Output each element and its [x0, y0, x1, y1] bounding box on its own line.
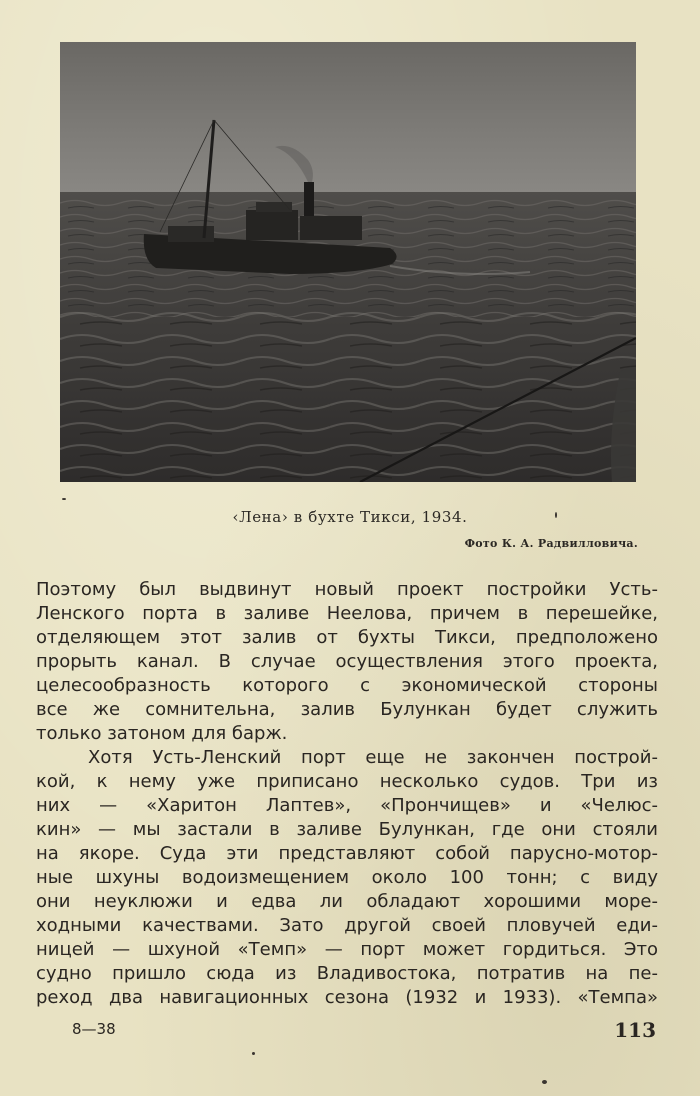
text-line: прорыть канал. В случае осуществления этого проекта, — [36, 651, 658, 672]
text-line: кин» — мы застали в заливе Булункан, где они стояли — [36, 819, 658, 840]
figure-caption: ‹Лена› в бухте Тикси, 1934. — [232, 508, 468, 526]
text-line: они неуклюжи и едва ли обладают хорошими море- — [36, 891, 658, 912]
text-line: Хотя Усть-Ленский порт еще не закончен построй- — [88, 747, 658, 768]
text-line: ходными качествами. Зато другой своей пловучей еди- — [36, 915, 658, 936]
text-line: отделяющем этот залив от бухты Тикси, предположено — [36, 627, 658, 648]
text-line: Поэтому был выдвинут новый проект постройки Усть- — [36, 579, 658, 600]
ship-photograph — [60, 42, 636, 482]
text-line: ницей — шхуной «Темп» — порт может гордиться. Это — [36, 939, 658, 960]
print-speck — [252, 1052, 255, 1055]
printer-signature: 8—38 — [72, 1020, 116, 1038]
text-line: реход два навигационных сезона (1932 и 1933). «Темпа» — [36, 987, 658, 1008]
text-line: на якоре. Суда эти представляют собой парусно-мотор- — [36, 843, 658, 864]
text-line: только затоном для барж. — [36, 723, 288, 744]
text-line: судно пришло сюда из Владивостока, потратив на пе- — [36, 963, 658, 984]
ship-at-sea-image — [60, 42, 636, 482]
photo-credit: Фото К. А. Радвилловича. — [464, 537, 638, 550]
print-speck — [555, 512, 557, 518]
print-speck — [62, 498, 66, 500]
page-number: 113 — [614, 1018, 656, 1042]
text-line: Ленского порта в заливе Неелова, причем в перешейке, — [36, 603, 658, 624]
text-line: все же сомнительна, залив Булункан будет служить — [36, 699, 658, 720]
text-line: них — «Харитон Лаптев», «Прончищев» и «Челюс- — [36, 795, 658, 816]
text-line: кой, к нему уже приписано несколько судов. Три из — [36, 771, 658, 792]
text-line: ные шхуны водоизмещением около 100 тонн; с виду — [36, 867, 658, 888]
print-speck — [542, 1080, 547, 1084]
body-text — [36, 578, 658, 1010]
text-line: целесообразность которого с экономической стороны — [36, 675, 658, 696]
